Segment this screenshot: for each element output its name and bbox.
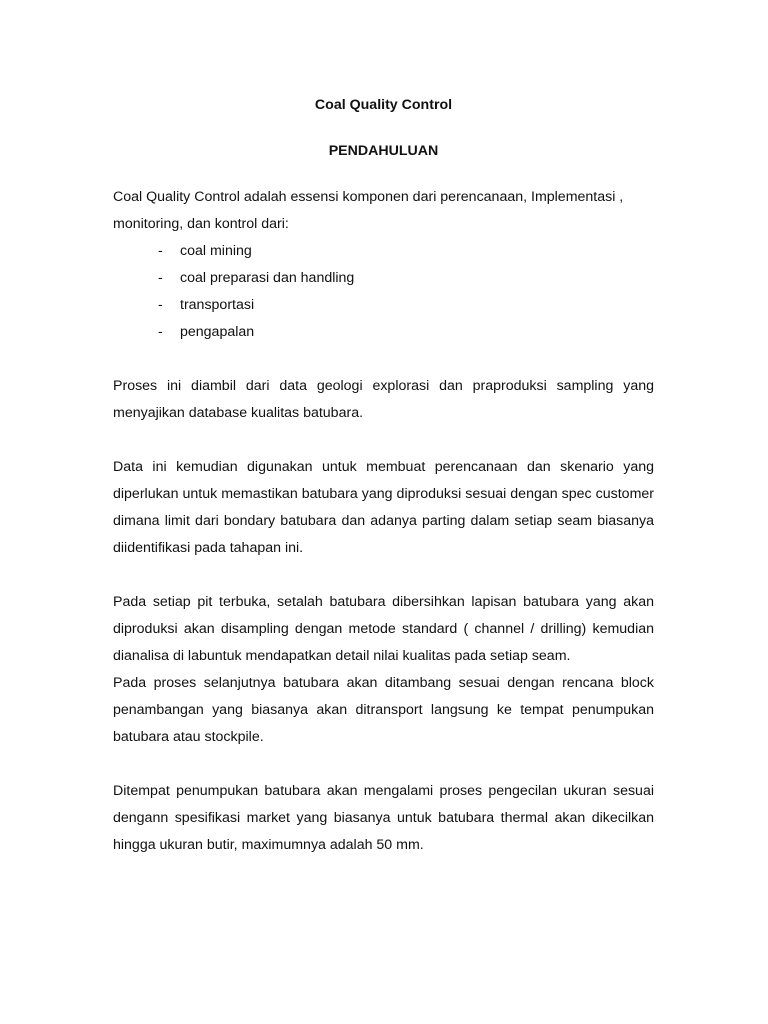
body-paragraph: Data ini kemudian digunakan untuk membuat perencanaan dan skenario yang diperlukan untuk memastikan batubara yang diproduksi sesuai dengan spec customer dimana limit dari bondary batubara dan adanya parting dalam setiap seam biasanya diidentifikasi pada tahapan ini. [113, 459, 654, 556]
list-marker: - [158, 297, 163, 313]
list-item [113, 238, 654, 265]
section-heading: PENDAHULUAN [328, 143, 439, 159]
body-paragraph: Proses ini diambil dari data geologi explorasi dan praproduksi sampling yang menyajikan database kualitas batubara. [113, 378, 654, 421]
list-marker: - [158, 243, 163, 259]
bullet-list [113, 238, 654, 346]
intro-paragraph: Coal Quality Control adalah essensi komponen dari perencanaan, Implementasi , monitoring, dan kontrol dari: [113, 189, 624, 232]
list-marker: - [158, 270, 163, 286]
body-paragraph: Pada proses selanjutnya batubara akan ditambang sesuai dengan rencana block penambangan yang biasanya akan ditransport langsung ke tempat penumpukan batubara atau stockpile. [113, 675, 654, 745]
document-page [113, 92, 654, 859]
list-item-text: coal preparasi dan handling [180, 270, 355, 286]
document-title: Coal Quality Control [314, 97, 453, 113]
list-item [113, 265, 654, 292]
list-item-text: transportasi [180, 297, 255, 313]
body-paragraph: Pada setiap pit terbuka, setalah batubara dibersihkan lapisan batubara yang akan diproduksi akan disampling dengan metode standard ( channel / drilling) kemudian dianalisa di labuntuk mendapatkan detail nilai kualitas pada setiap seam. [113, 594, 654, 664]
body-paragraph: Ditempat penumpukan batubara akan mengalami proses pengecilan ukuran sesuai dengann spesifikasi market yang biasanya untuk batubara thermal akan dikecilkan hingga ukuran butir, maximumnya adalah 50 mm. [113, 783, 654, 853]
list-item [113, 319, 654, 346]
list-marker: - [158, 324, 163, 340]
list-item [113, 292, 654, 319]
list-item-text: pengapalan [180, 324, 255, 340]
list-item-text: coal mining [180, 243, 252, 259]
